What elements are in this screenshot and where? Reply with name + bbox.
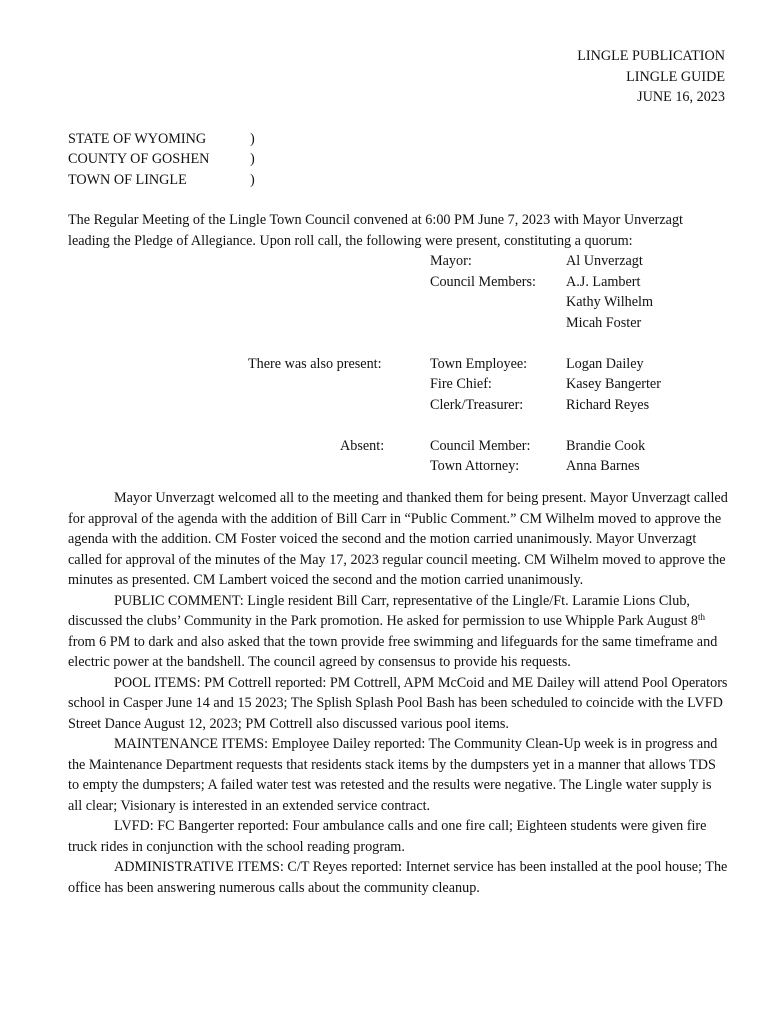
agenda-paragraph: Mayor Unverzagt welcomed all to the meeting and thanked them for being present. Mayor Unverzagt called for approval of the agenda with the addition of Bill Carr in “Public Comment.” CM Wilhelm moved to approve the agenda with the addition. CM Foster voiced the second and the motion carried unanimously. Mayor Unverzagt called for approval of the minutes of the May 17, 2023 regular council meeting. CM Wilhelm moved to approve the minutes as presented. CM Lambert voiced the second and the motion carried unanimously.	[68, 490, 728, 588]
publication-date: JUNE 16, 2023	[637, 89, 725, 105]
mayor-name: Al Unverzagt	[566, 253, 643, 269]
jurisdiction-block	[68, 129, 728, 191]
public-comment-text-a: PUBLIC COMMENT: Lingle resident Bill Carr, representative of the Lingle/Ft. Laramie Lions Club, discussed the clubs’ Community in the Park promotion. He asked for permission to use Whipple Park August 8	[68, 592, 698, 629]
roll-call-roster	[68, 251, 728, 477]
jurisdiction-row	[68, 149, 728, 170]
absent-role: Council Member:	[430, 437, 531, 454]
administrative-items-paragraph: ADMINISTRATIVE ITEMS: C/T Reyes reported: Internet service has been installed at the pool house; The office has been answering numerous calls about the community cleanup.	[68, 859, 728, 896]
attendee-name: Richard Reyes	[566, 396, 650, 413]
minutes-body	[68, 488, 728, 898]
ordinal-suffix: th	[697, 612, 705, 622]
council-member-name: Kathy Wilhelm	[566, 294, 654, 310]
absent-role: Town Attorney:	[430, 458, 520, 474]
mayor-label: Mayor:	[430, 253, 472, 269]
jurisdiction-name: COUNTY OF GOSHEN	[68, 151, 210, 167]
also-present-label: There was also present:	[248, 355, 382, 372]
jurisdiction-row	[68, 170, 728, 191]
lvfd-paragraph: LVFD: FC Bangerter reported: Four ambulance calls and one fire call; Eighteen students were given fire truck rides in conjunction with the school reading program.	[68, 818, 707, 855]
jurisdiction-name: TOWN OF LINGLE	[68, 171, 187, 188]
council-member-name: A.J. Lambert	[566, 273, 641, 290]
absent-name: Anna Barnes	[566, 458, 640, 474]
council-member-name: Micah Foster	[566, 314, 642, 331]
jurisdiction-bracket: )	[250, 130, 255, 147]
absent-label: Absent:	[340, 437, 385, 454]
absent-name: Brandie Cook	[566, 437, 646, 454]
attendee-name: Kasey Bangerter	[566, 376, 661, 392]
publication-name: LINGLE PUBLICATION	[577, 48, 725, 64]
jurisdiction-bracket: )	[250, 151, 255, 167]
newspaper-name: LINGLE GUIDE	[626, 68, 725, 85]
maintenance-items-paragraph: MAINTENANCE ITEMS: Employee Dailey reported: The Community Clean-Up week is in progress and the Maintenance Department requests that residents stack items by the dumpsters yet in a manner that allows TDS to empty the dumpsters; A failed water test was retested and the results were negative. The Lingle water supply is all clear; Visionary is interested in an extended service contract.	[68, 736, 718, 814]
council-members-label: Council Members:	[430, 273, 536, 290]
attendee-role: Town Employee:	[430, 355, 528, 372]
intro-paragraph: The Regular Meeting of the Lingle Town Council convened at 6:00 PM June 7, 2023 with Mayor Unverzagt leading the Pledge of Allegiance. Upon roll call, the following were present, constituting a quorum:	[68, 212, 683, 249]
jurisdiction-bracket: )	[250, 171, 255, 188]
pool-items-paragraph: POOL ITEMS: PM Cottrell reported: PM Cottrell, APM McCoid and ME Dailey will attend Pool Operators school in Casper June 14 and 15 2023; The Splish Splash Pool Bash has been scheduled to coincide with the LVFD Street Dance August 12, 2023; PM Cottrell also discussed various pool items.	[68, 674, 728, 732]
attendee-role: Fire Chief:	[430, 376, 492, 392]
attendee-name: Logan Dailey	[566, 355, 644, 372]
public-comment-text-b: from 6 PM to dark and also asked that the town provide free swimming and lifeguards for the same timeframe and electric power at the bandshell. The council agreed by consensus to provide his requests.	[68, 633, 718, 670]
public-comment-paragraph	[68, 591, 728, 673]
attendee-role: Clerk/Treasurer:	[430, 396, 524, 413]
publication-header	[68, 46, 725, 108]
document-page	[68, 46, 728, 898]
jurisdiction-row	[68, 129, 728, 150]
jurisdiction-name: STATE OF WYOMING	[68, 130, 207, 147]
